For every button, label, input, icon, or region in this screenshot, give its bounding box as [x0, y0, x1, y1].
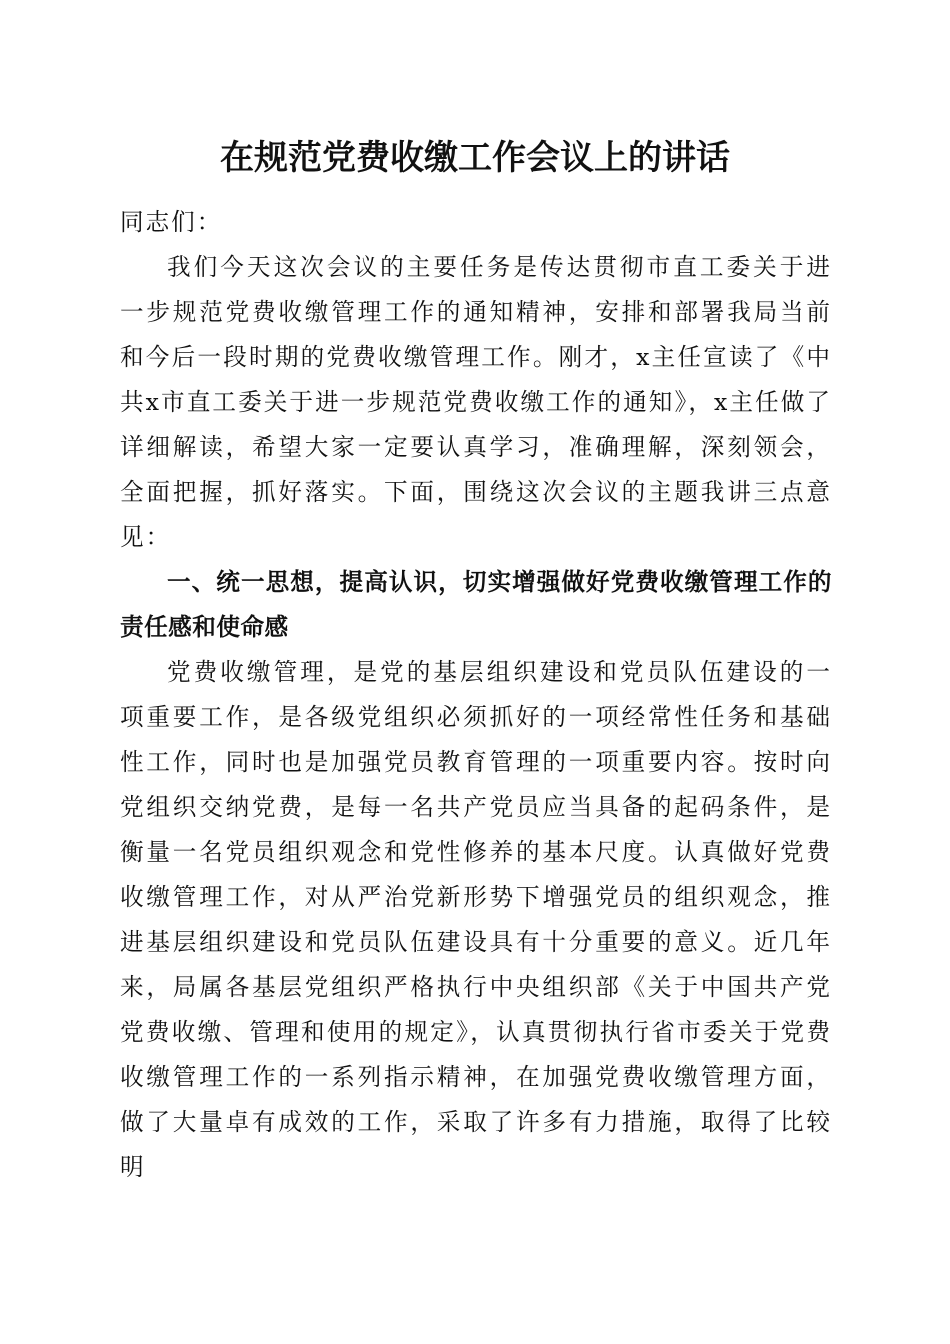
- document-title: 在规范党费收缴工作会议上的讲话: [220, 138, 730, 178]
- section-heading-1: 一、统一思想，提高认识，切实增强做好党费收缴管理工作的责任感和使命感: [120, 568, 832, 641]
- section-1-paragraph: 党费收缴管理，是党的基层组织建设和党员队伍建设的一项重要工作，是各级党组织必须抓好的一项经常性任务和基础性工作，同时也是加强党员教育管理的一项重要内容。按时向党组织交纳党费，是每一名共产党员应当具备的起码条件，是衡量一名党员组织观念和党性修养的基本尺度。认真做好党费收缴管理工作，对从严治党新形势下增强党员的组织观念，推进基层组织建设和党员队伍建设具有十分重要的意义。近几年来，局属各基层党组织严格执行中央组织部《关于中国共产党党费收缴、管理和使用的规定》，认真贯彻执行省市委关于党费收缴管理工作的一系列指示精神，在加强党费收缴管理方面，做了大量卓有成效的工作，采取了许多有力措施，取得了比较明: [120, 658, 832, 1181]
- document-body: [120, 200, 832, 1190]
- intro-paragraph: 我们今天这次会议的主要任务是传达贯彻市直工委关于进一步规范党费收缴管理工作的通知精神，安排和部署我局当前和今后一段时期的党费收缴管理工作。刚才，x主任宣读了《中共x市直工委关于进一步规范党费收缴工作的通知》，x主任做了详细解读，希望大家一定要认真学习，准确理解，深刻领会，全面把握，抓好落实。下面，围绕这次会议的主题我讲三点意见：: [120, 253, 832, 551]
- salutation: 同志们：: [120, 208, 223, 236]
